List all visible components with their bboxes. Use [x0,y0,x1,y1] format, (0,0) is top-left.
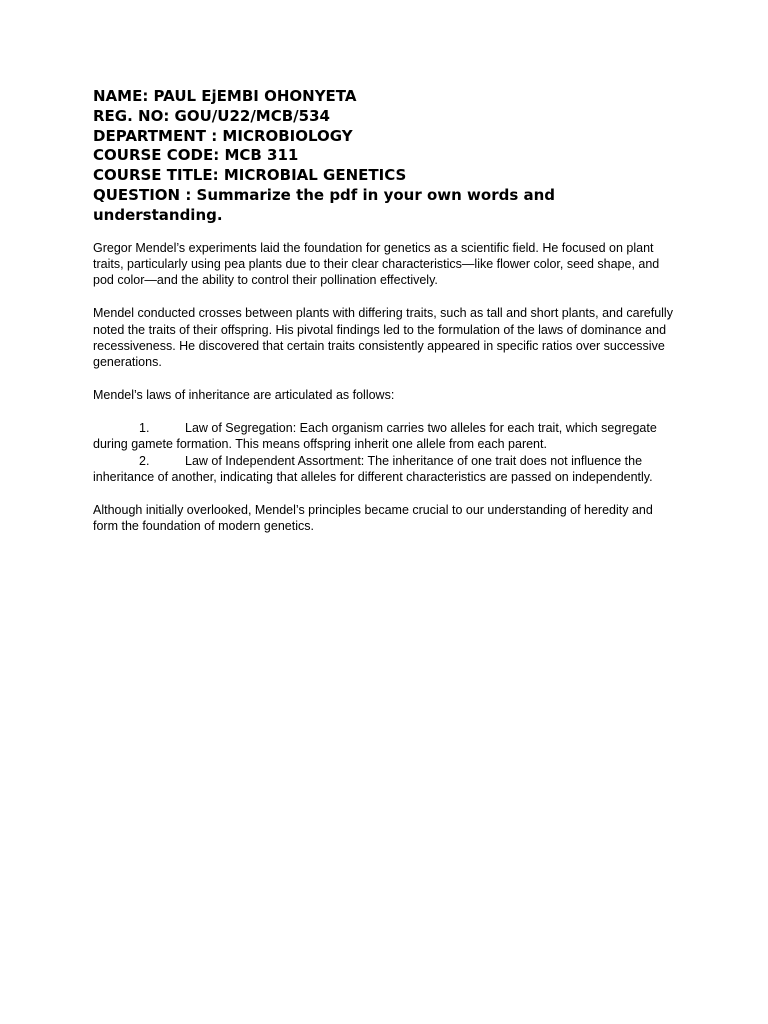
paragraph-laws-intro: Mendel’s laws of inheritance are articulated as follows: [93,388,395,403]
laws-list [93,420,675,486]
paragraph-intro: Gregor Mendel’s experiments laid the foundation for genetics as a scientific field. He focused on plant traits, particularly using pea plants due to their clear characteristics—like flower color, seed shape, and pod color—and the ability to control their pollination effectively. [93,240,660,288]
list-item-text: Law of Segregation: Each organism carries two alleles for each trait, which segregate during gamete formation. This means offspring inherit one allele from each parent. [93,421,657,452]
student-info-header [93,87,675,226]
list-item-number: 2. [139,453,150,468]
question: QUESTION : Summarize the pdf in your own words and understanding. [93,185,556,224]
paragraph-crosses: Mendel conducted crosses between plants with differing traits, such as tall and short plants, and carefully noted the traits of their offspring. His pivotal findings led to the formulation of the laws of dominance and recessiveness. He discovered that certain traits consistently appeared in specific ratios over successive generations. [93,306,673,370]
list-item-number: 1. [139,421,150,435]
course-code: COURSE CODE: MCB 311 [93,146,299,165]
summary-body [93,240,675,535]
course-title: COURSE TITLE: MICROBIAL GENETICS [93,166,407,185]
department: DEPARTMENT : MICROBIOLOGY [93,126,353,145]
student-name: NAME: PAUL EjEMBI OHONYETA [93,87,357,105]
list-item [93,453,675,486]
document-content [93,87,675,551]
registration-number: REG. NO: GOU/U22/MCB/534 [93,106,330,125]
paragraph-conclusion: Although initially overlooked, Mendel’s principles became crucial to our understanding of heredity and form the foundation of modern genetics. [93,503,653,534]
list-item-text: Law of Independent Assortment: The inheritance of one trait does not influence the inheritance of another, indicating that alleles for different characteristics are passed on independently. [93,453,653,485]
list-item [93,420,675,453]
